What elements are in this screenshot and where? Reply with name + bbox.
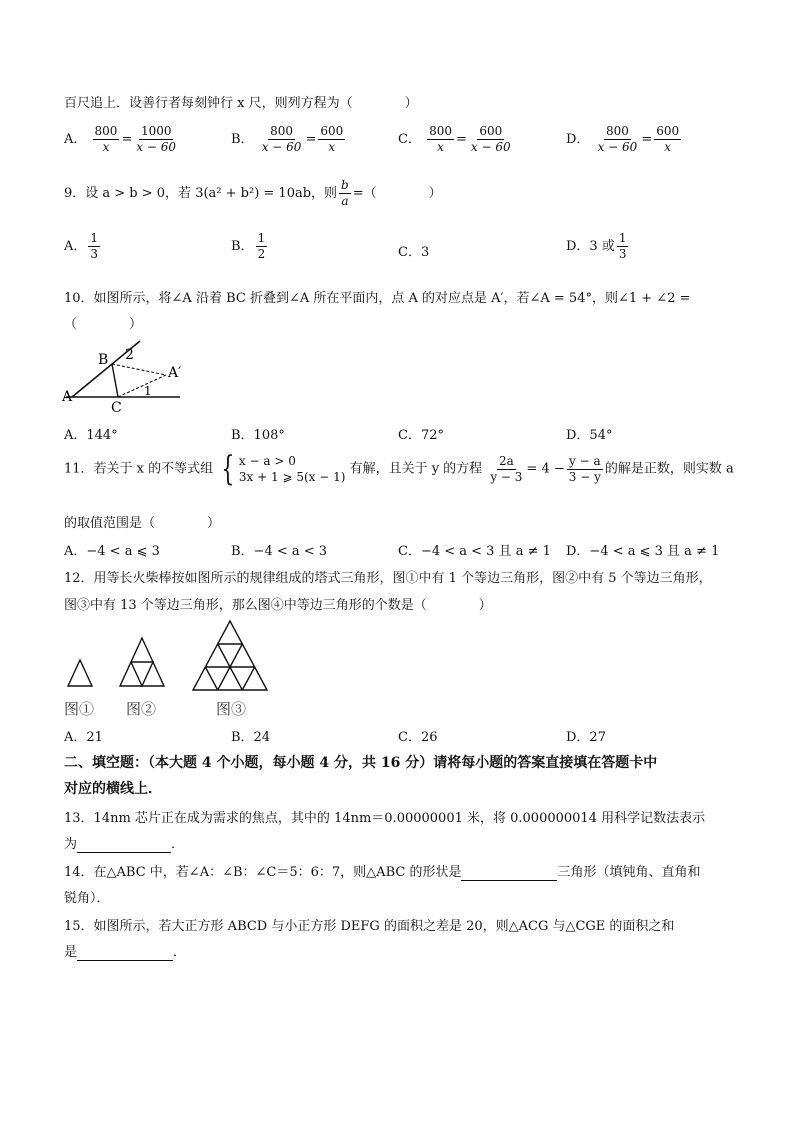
q9-option-a: A． $\frac{1}{3}$ xyxy=(64,231,99,261)
label-angle-1: 1 xyxy=(144,384,152,398)
q11-option-b: B．−4 < a < 3 xyxy=(231,544,328,559)
fig1-label: 图① xyxy=(64,700,95,718)
q13-stem-line2: 为 ． xyxy=(64,837,185,852)
q10-option-b: B．108° xyxy=(231,428,285,443)
fig2-triangle xyxy=(120,638,164,686)
q8-option-d: D． $\frac{800}{x - 60}$ = $\frac{600}{x}$ xyxy=(566,124,680,154)
q10-stem-line2: （ ） xyxy=(64,317,143,332)
section2-heading-line1: 二、填空题：（本大题 4 个小题，每小题 4 分，共 16 分）请将每小题的答案直接填在答题卡中 xyxy=(64,755,658,771)
q12-option-d: D．27 xyxy=(566,730,606,745)
fig2-label: 图② xyxy=(126,700,157,718)
q14-answer-blank[interactable] xyxy=(461,865,557,881)
q11-option-a: A．−4 < a ⩽ 3 xyxy=(64,544,160,559)
fig3-label: 图③ xyxy=(216,700,247,718)
q14-stem-line1: 14．在△ABC 中，若∠A：∠B：∠C＝5：6：7，则△ABC 的形状是 三角形（填钝角、直角和 xyxy=(64,865,701,880)
q11-stem-line2: 的取值范围是（ ） xyxy=(64,516,221,531)
label-c: C xyxy=(111,400,122,415)
q12-option-a: A．21 xyxy=(64,730,103,745)
q10-option-c: C．72° xyxy=(398,428,444,443)
fig3-triangle xyxy=(193,621,267,690)
label-a: A xyxy=(62,389,73,405)
q8-option-a: A． $\frac{800}{x}$ = $\frac{1000}{x - 60}$ xyxy=(64,124,177,154)
q9-stem: 9．设 a > b > 0，若 3(a² + b²) = 10ab，则 $\frac{b}{a}$ =（ ） xyxy=(64,178,442,208)
q8-option-b: B． $\frac{800}{x - 60}$ = $\frac{600}{x}$ xyxy=(231,124,344,154)
q14-stem-line2: 锐角）． xyxy=(64,891,110,906)
q13-answer-blank[interactable] xyxy=(77,837,171,853)
q11-option-d: D．−4 < a ⩽ 3 且 a ≠ 1 xyxy=(566,544,720,559)
q10-stem-line1: 10．如图所示，将∠A 沿着 BC 折叠到∠A 所在平面内，点 A 的对应点是 A′，若∠A = 54°，则∠1 + ∠2 = xyxy=(64,291,691,306)
q12-triangle-figures xyxy=(62,618,282,720)
q15-stem-line2: 是 ． xyxy=(64,945,187,960)
q9-option-b: B． $\frac{1}{2}$ xyxy=(231,231,266,261)
q11-stem: 11．若关于 x 的不等式组 { x − a > 0 3x + 1 ⩾ 5(x − 1) 有解，且关于 y 的方程 $\frac{2a}{y - 3}$ = 4 − $\frac{y - a}{3 - y}$ 的解是正数，则实数 a xyxy=(64,449,734,489)
label-angle-2: 2 xyxy=(125,347,134,363)
q8-option-c: C． $\frac{800}{x}$ = $\frac{600}{x - 60}$ xyxy=(398,124,511,154)
q15-stem-line1: 15．如图所示，若大正方形 ABCD 与小正方形 DEFG 的面积之差是 20，则△ACG 与△CGE 的面积之和 xyxy=(64,919,675,934)
q13-stem-line1: 13．14nm 芯片正在成为需求的焦点，其中的 14nm＝0.00000001 米，将 0.000000014 用科学记数法表示 xyxy=(64,811,706,826)
q12-stem-line1: 12．用等长火柴棒按如图所示的规律组成的塔式三角形，图①中有 1 个等边三角形，图②中有 5 个等边三角形， xyxy=(64,571,712,586)
q10-option-a: A．144° xyxy=(64,428,118,443)
q12-option-c: C．26 xyxy=(398,730,438,745)
q10-fold-figure xyxy=(62,337,184,415)
fig1-triangle xyxy=(68,660,92,686)
q9-option-c: C．3 xyxy=(398,245,430,260)
q15-answer-blank[interactable] xyxy=(77,945,173,961)
q12-option-b: B．24 xyxy=(231,730,271,745)
q9-option-d: D．3 或 $\frac{1}{3}$ xyxy=(566,231,627,261)
q10-option-d: D．54° xyxy=(566,428,613,443)
q12-stem-line2: 图③中有 13 个等边三角形，那么图④中等边三角形的个数是（ ） xyxy=(64,598,492,613)
fold-ba-prime xyxy=(112,364,166,375)
q8-stem: 百尺追上．设善行者每刻钟行 x 尺，则列方程为（ ） xyxy=(64,96,418,111)
label-a-prime: A′ xyxy=(168,365,182,381)
section2-heading-line2: 对应的横线上． xyxy=(64,781,162,797)
label-b: B xyxy=(98,352,109,368)
segment-bc xyxy=(112,364,118,397)
fold-ca-prime xyxy=(118,375,166,397)
q11-option-c: C．−4 < a < 3 且 a ≠ 1 xyxy=(398,544,551,559)
